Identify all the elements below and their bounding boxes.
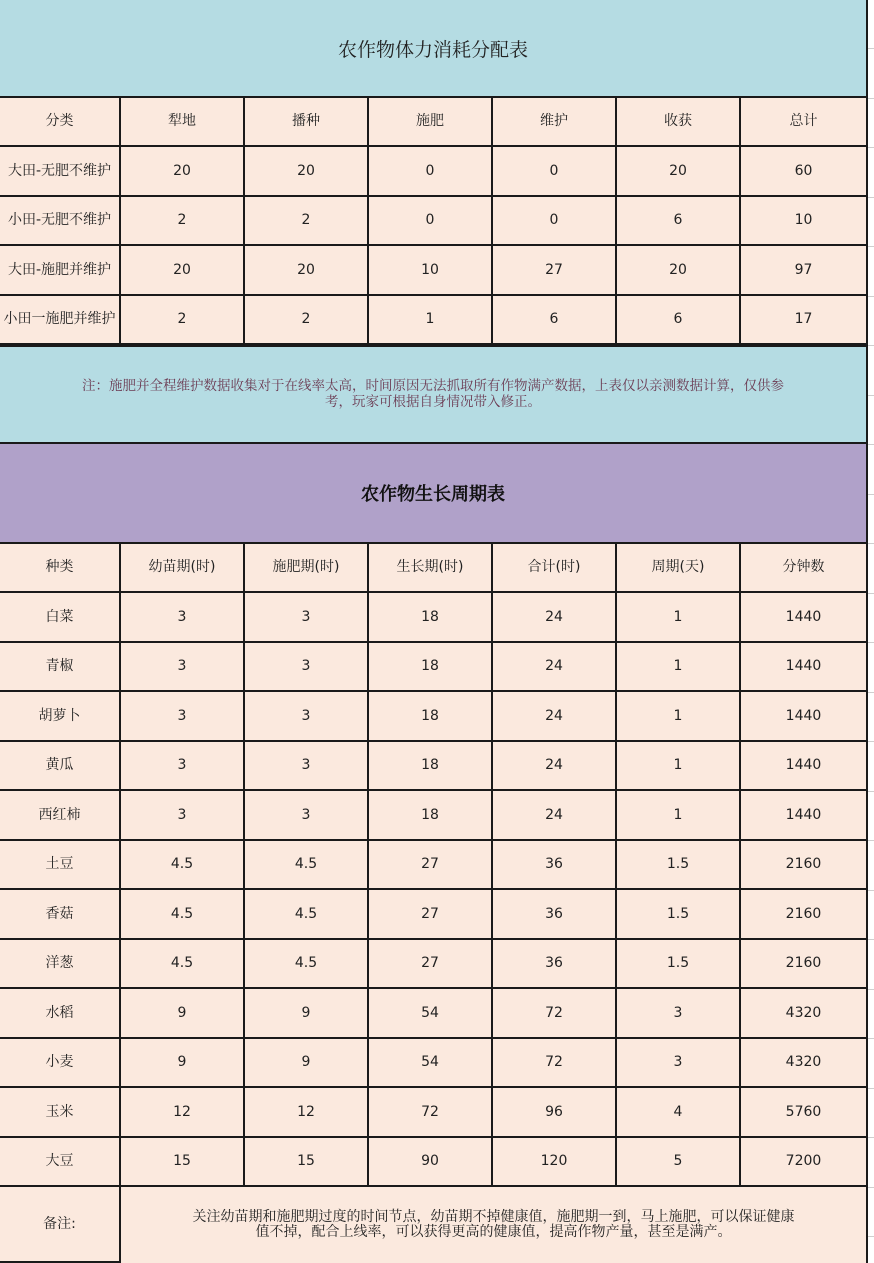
table-cell[interactable]: 大田-无肥不维护 <box>0 147 121 197</box>
table-cell[interactable]: 96 <box>493 1088 617 1138</box>
table-cell[interactable]: 白菜 <box>0 593 121 643</box>
remark-text[interactable]: 关注幼苗期和施肥期过度的时间节点，幼苗期不掉健康值，施肥期一到，马上施肥，可以保证健康值不掉，配合上线率，可以获得更高的健康值，提高作物产量，甚至是满产。 <box>121 1187 868 1263</box>
table-cell[interactable]: 1440 <box>741 692 868 742</box>
gridline-tick <box>868 48 874 49</box>
table-row <box>0 246 868 296</box>
gridline-tick <box>868 444 874 445</box>
table-cell[interactable]: 2 <box>245 296 369 345</box>
gridline-tick <box>868 246 874 247</box>
table-cell[interactable]: 香菇 <box>0 890 121 940</box>
gridline-tick <box>868 692 874 693</box>
table-cell[interactable]: 10 <box>741 197 868 246</box>
header-row <box>0 544 868 593</box>
table-cell[interactable]: 胡萝卜 <box>0 692 121 742</box>
gridline-tick <box>868 939 874 940</box>
table-cell[interactable]: 9 <box>245 989 369 1039</box>
table-row <box>0 940 868 989</box>
table-cell[interactable]: 4.5 <box>245 841 369 890</box>
table-cell[interactable]: 1.5 <box>617 841 741 890</box>
table-cell[interactable]: 2160 <box>741 841 868 890</box>
table-cell[interactable]: 1 <box>617 791 741 841</box>
table-cell[interactable]: 24 <box>493 692 617 742</box>
table-cell[interactable]: 1440 <box>741 791 868 841</box>
stamina-table <box>0 98 868 345</box>
table-cell[interactable]: 4.5 <box>121 841 245 890</box>
table-cell[interactable]: 大豆 <box>0 1138 121 1187</box>
table-row <box>0 296 868 345</box>
table-cell[interactable]: 4.5 <box>245 890 369 940</box>
table-cell[interactable]: 6 <box>617 197 741 246</box>
table-cell[interactable]: 18 <box>369 593 493 643</box>
table-cell[interactable]: 玉米 <box>0 1088 121 1138</box>
table-row <box>0 1138 868 1187</box>
table-row <box>0 791 868 841</box>
table-cell[interactable]: 9 <box>245 1039 369 1088</box>
table-cell[interactable]: 0 <box>493 197 617 246</box>
gridline-ticks <box>868 0 874 1259</box>
table-row <box>0 593 868 643</box>
table-cell[interactable]: 7200 <box>741 1138 868 1187</box>
table-cell[interactable]: 4320 <box>741 1039 868 1088</box>
table-cell[interactable]: 大田-施肥并维护 <box>0 246 121 296</box>
table-cell[interactable]: 3 <box>121 692 245 742</box>
table-cell[interactable]: 27 <box>369 890 493 940</box>
table-cell[interactable]: 1 <box>369 296 493 345</box>
gridline-tick <box>868 1038 874 1039</box>
header-cell[interactable]: 施肥期(时) <box>245 544 369 593</box>
table-cell[interactable]: 27 <box>369 940 493 989</box>
gridline-tick <box>868 1088 874 1089</box>
header-cell[interactable]: 施肥 <box>369 98 493 147</box>
table-cell[interactable]: 3 <box>121 643 245 692</box>
table-cell[interactable]: 小麦 <box>0 1039 121 1088</box>
table-row <box>0 841 868 890</box>
header-cell[interactable]: 幼苗期(时) <box>121 544 245 593</box>
table-cell[interactable]: 3 <box>617 1039 741 1088</box>
header-cell[interactable]: 生长期(时) <box>369 544 493 593</box>
table-cell[interactable]: 3 <box>121 742 245 791</box>
stamina-table-note[interactable]: 注：施肥并全程维护数据收集对于在线率太高，时间原因无法抓取所有作物满产数据，上表仅以亲测数据计算，仅供参考，玩家可根据自身情况带入修正。 <box>0 345 868 444</box>
header-cell[interactable]: 收获 <box>617 98 741 147</box>
table-cell[interactable]: 20 <box>245 147 369 197</box>
table-cell[interactable]: 水稻 <box>0 989 121 1039</box>
table-cell[interactable]: 2 <box>245 197 369 246</box>
header-cell[interactable]: 分钟数 <box>741 544 868 593</box>
header-cell[interactable]: 维护 <box>493 98 617 147</box>
header-cell[interactable]: 总计 <box>741 98 868 147</box>
table-cell[interactable]: 6 <box>617 296 741 345</box>
table-cell[interactable]: 27 <box>369 841 493 890</box>
remark-row <box>0 1187 868 1263</box>
table-row <box>0 989 868 1039</box>
gridline-tick <box>868 543 874 544</box>
table-cell[interactable]: 72 <box>493 1039 617 1088</box>
header-cell[interactable]: 周期(天) <box>617 544 741 593</box>
table-cell[interactable]: 36 <box>493 841 617 890</box>
gridline-tick <box>868 890 874 891</box>
table-cell[interactable]: 3 <box>121 593 245 643</box>
table-cell[interactable]: 土豆 <box>0 841 121 890</box>
table-cell[interactable]: 20 <box>245 246 369 296</box>
table-cell[interactable]: 17 <box>741 296 868 345</box>
table-cell[interactable]: 9 <box>121 989 245 1039</box>
table-cell[interactable]: 120 <box>493 1138 617 1187</box>
table-cell[interactable]: 3 <box>245 643 369 692</box>
table-cell[interactable]: 黄瓜 <box>0 742 121 791</box>
table-cell[interactable]: 60 <box>741 147 868 197</box>
table-cell[interactable]: 2 <box>121 296 245 345</box>
table-cell[interactable]: 1 <box>617 742 741 791</box>
table-cell[interactable]: 15 <box>121 1138 245 1187</box>
table-cell[interactable]: 24 <box>493 791 617 841</box>
table-cell[interactable]: 1440 <box>741 593 868 643</box>
gridline-tick <box>868 642 874 643</box>
table-cell[interactable]: 72 <box>369 1088 493 1138</box>
table-cell[interactable]: 20 <box>121 147 245 197</box>
table-cell[interactable]: 24 <box>493 643 617 692</box>
table-cell[interactable]: 12 <box>121 1088 245 1138</box>
table-cell[interactable]: 3 <box>245 791 369 841</box>
table-cell[interactable]: 15 <box>245 1138 369 1187</box>
table-cell[interactable]: 1 <box>617 593 741 643</box>
table-cell[interactable]: 9 <box>121 1039 245 1088</box>
table-cell[interactable]: 4320 <box>741 989 868 1039</box>
table-cell[interactable]: 0 <box>369 147 493 197</box>
table-cell[interactable]: 小田-无肥不维护 <box>0 197 121 246</box>
table-cell[interactable]: 小田一施肥并维护 <box>0 296 121 345</box>
table-cell[interactable]: 1440 <box>741 742 868 791</box>
gridline-tick <box>868 296 874 297</box>
gridline-tick <box>868 791 874 792</box>
table-cell[interactable]: 4.5 <box>121 940 245 989</box>
gridline-tick <box>868 741 874 742</box>
table-cell[interactable]: 4 <box>617 1088 741 1138</box>
table-cell[interactable]: 2160 <box>741 940 868 989</box>
table-cell[interactable]: 90 <box>369 1138 493 1187</box>
table-cell[interactable]: 2160 <box>741 890 868 940</box>
table-row <box>0 197 868 246</box>
table-cell[interactable]: 西红柿 <box>0 791 121 841</box>
remark-label[interactable]: 备注: <box>0 1187 121 1263</box>
table-cell[interactable]: 洋葱 <box>0 940 121 989</box>
table-cell[interactable]: 0 <box>493 147 617 197</box>
table-cell[interactable]: 3 <box>245 692 369 742</box>
table-cell[interactable]: 1 <box>617 692 741 742</box>
table-cell[interactable]: 36 <box>493 940 617 989</box>
table-cell[interactable]: 20 <box>617 246 741 296</box>
table-cell[interactable]: 18 <box>369 643 493 692</box>
table-cell[interactable]: 5760 <box>741 1088 868 1138</box>
growth-table <box>0 544 868 1187</box>
gridline-tick <box>868 494 874 495</box>
gridline-tick <box>868 989 874 990</box>
table-cell[interactable]: 20 <box>121 246 245 296</box>
gridline-tick <box>868 395 874 396</box>
table-cell[interactable]: 3 <box>245 593 369 643</box>
table-row <box>0 692 868 742</box>
gridline-tick <box>868 197 874 198</box>
table-cell[interactable]: 24 <box>493 742 617 791</box>
table-cell[interactable]: 20 <box>617 147 741 197</box>
table-row <box>0 742 868 791</box>
table-cell[interactable]: 18 <box>369 742 493 791</box>
header-cell[interactable]: 播种 <box>245 98 369 147</box>
header-cell[interactable]: 犁地 <box>121 98 245 147</box>
table-cell[interactable]: 2 <box>121 197 245 246</box>
table-cell[interactable]: 4.5 <box>245 940 369 989</box>
table-cell[interactable]: 0 <box>369 197 493 246</box>
gridline-tick <box>868 147 874 148</box>
stamina-table-title[interactable]: 农作物体力消耗分配表 <box>0 0 868 98</box>
header-row <box>0 98 868 147</box>
gridline-tick <box>868 1236 874 1237</box>
gridline-tick <box>868 840 874 841</box>
table-cell[interactable]: 1.5 <box>617 890 741 940</box>
header-cell[interactable]: 分类 <box>0 98 121 147</box>
table-row <box>0 643 868 692</box>
gridline-tick <box>868 98 874 99</box>
gridline-tick <box>868 593 874 594</box>
table-row <box>0 890 868 940</box>
table-cell[interactable]: 6 <box>493 296 617 345</box>
table-cell[interactable]: 36 <box>493 890 617 940</box>
table-cell[interactable]: 3 <box>245 742 369 791</box>
table-cell[interactable]: 10 <box>369 246 493 296</box>
table-cell[interactable]: 72 <box>493 989 617 1039</box>
table-cell[interactable]: 3 <box>121 791 245 841</box>
table-cell[interactable]: 3 <box>617 989 741 1039</box>
table-cell[interactable]: 1.5 <box>617 940 741 989</box>
table-cell[interactable]: 青椒 <box>0 643 121 692</box>
table-row <box>0 147 868 197</box>
header-cell[interactable]: 合计(时) <box>493 544 617 593</box>
table-cell[interactable]: 12 <box>245 1088 369 1138</box>
gridline-tick <box>868 1187 874 1188</box>
table-cell[interactable]: 4.5 <box>121 890 245 940</box>
table-cell[interactable]: 54 <box>369 1039 493 1088</box>
growth-table-title[interactable]: 农作物生长周期表 <box>0 444 868 544</box>
table-cell[interactable]: 1440 <box>741 643 868 692</box>
table-cell[interactable]: 18 <box>369 791 493 841</box>
table-cell[interactable]: 97 <box>741 246 868 296</box>
gridline-tick <box>868 1137 874 1138</box>
table-cell[interactable]: 27 <box>493 246 617 296</box>
table-cell[interactable]: 18 <box>369 692 493 742</box>
table-cell[interactable]: 1 <box>617 643 741 692</box>
table-row <box>0 1039 868 1088</box>
header-cell[interactable]: 种类 <box>0 544 121 593</box>
gridline-tick <box>868 345 874 346</box>
table-cell[interactable]: 24 <box>493 593 617 643</box>
table-row <box>0 1088 868 1138</box>
table-cell[interactable]: 54 <box>369 989 493 1039</box>
table-cell[interactable]: 5 <box>617 1138 741 1187</box>
